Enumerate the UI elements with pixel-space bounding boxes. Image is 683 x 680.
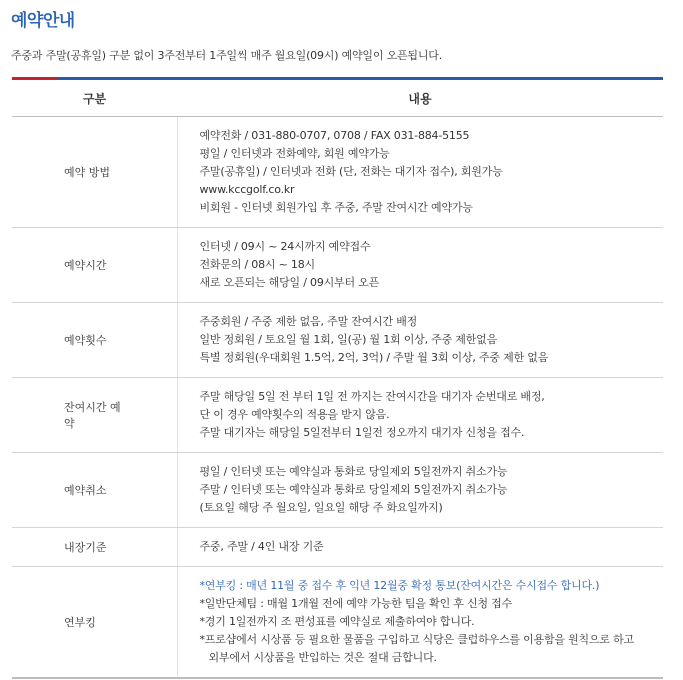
content-line: 주중회원 / 주중 제한 없음, 주말 잔여시간 배정 — [199, 315, 418, 328]
content-line: 특별 정회원(우대회원 1.5억, 2억, 3억) / 주말 월 3회 이상, 주중 제한 없음 — [199, 351, 549, 364]
table-row — [12, 378, 663, 453]
header-content: 내용 — [177, 80, 663, 117]
content-line: *일반단체팀 : 매월 1개월 전에 예약 가능한 팀을 확인 후 신청 접수 — [199, 597, 513, 610]
row-content — [177, 228, 663, 303]
row-category: 잔여시간 예약 — [12, 378, 177, 453]
content-line: 비회원 - 인터넷 회원가입 후 주중, 주말 잔여시간 예약가능 — [199, 201, 473, 214]
content-line: 새로 오픈되는 해당일 / 09시부터 오픈 — [199, 276, 380, 289]
content-line: *프로샵에서 시상품 등 필요한 물품을 구입하고 식당은 클럽하우스를 이용함을 원칙으로 하고 — [199, 633, 634, 646]
header-category: 구분 — [12, 80, 177, 117]
content-line: 예약전화 / 031-880-0707, 0708 / FAX 031-884-5155 — [199, 129, 470, 142]
content-line: (토요일 해당 주 월요일, 일요일 해당 주 화요일까지) — [199, 501, 443, 514]
content-line: 일반 정회원 / 토요일 월 1회, 일(공) 월 1회 이상, 주중 제한없음 — [199, 333, 498, 346]
row-content — [177, 528, 663, 567]
table-row — [12, 303, 663, 378]
content-line: 주말 해당일 5일 전 부터 1일 전 까지는 잔여시간을 대기자 순번대로 배정, — [199, 390, 545, 403]
row-content — [177, 378, 663, 453]
row-category: 예약 방법 — [12, 117, 177, 228]
row-category: 예약횟수 — [12, 303, 177, 378]
row-content — [177, 567, 663, 678]
row-content — [177, 117, 663, 228]
reservation-table — [12, 80, 663, 677]
table-bottom-border — [12, 677, 663, 679]
content-line: 주말 / 인터넷 또는 예약실과 통화로 당일제외 5일전까지 취소가능 — [199, 483, 508, 496]
table-row — [12, 453, 663, 528]
content-line: 외부에서 시상품을 반입하는 것은 절대 금합니다. — [208, 651, 437, 664]
website-link[interactable]: www.kccgolf.co.kr — [199, 183, 295, 196]
table-row — [12, 228, 663, 303]
row-category: 내장기준 — [12, 528, 177, 567]
row-content — [177, 303, 663, 378]
row-content — [177, 453, 663, 528]
table-header-row — [12, 80, 663, 117]
page-title: 예약안내 — [11, 11, 75, 31]
table-row — [12, 528, 663, 567]
content-line: 단 이 경우 예약횟수의 적용을 받지 않음. — [199, 408, 390, 421]
row-category: 연부킹 — [12, 567, 177, 678]
content-line-highlight: *연부킹 : 매년 11월 중 접수 후 익년 12월중 확정 통보(잔여시간은 수시접수 합니다.) — [199, 579, 600, 592]
content-line: 평일 / 인터넷 또는 예약실과 통화로 당일제외 5일전까지 취소가능 — [199, 465, 508, 478]
row-category: 예약시간 — [12, 228, 177, 303]
content-line: 주말 대기자는 해당일 5일전부터 1일전 정오까지 대기자 신청을 접수. — [199, 426, 525, 439]
table-row — [12, 117, 663, 228]
content-line: *경기 1일전까지 조 편성표를 예약실로 제출하여야 합니다. — [199, 615, 475, 628]
row-category: 예약취소 — [12, 453, 177, 528]
content-line: 인터넷 / 09시 ~ 24시까지 예약접수 — [199, 240, 371, 253]
content-line: 전화문의 / 08시 ~ 18시 — [199, 258, 315, 271]
table-row — [12, 567, 663, 678]
content-line: 평일 / 인터넷과 전화예약, 회원 예약가능 — [199, 147, 390, 160]
content-line: 주중, 주말 / 4인 내장 기준 — [199, 540, 324, 553]
content-line: 주말(공휴일) / 인터넷과 전화 (단, 전화는 대기자 접수), 회원가능 — [199, 165, 503, 178]
intro-text: 주중과 주말(공휴일) 구분 없이 3주전부터 1주일씩 매주 월요일(09시) 예약일이 오픈됩니다. — [11, 49, 443, 62]
